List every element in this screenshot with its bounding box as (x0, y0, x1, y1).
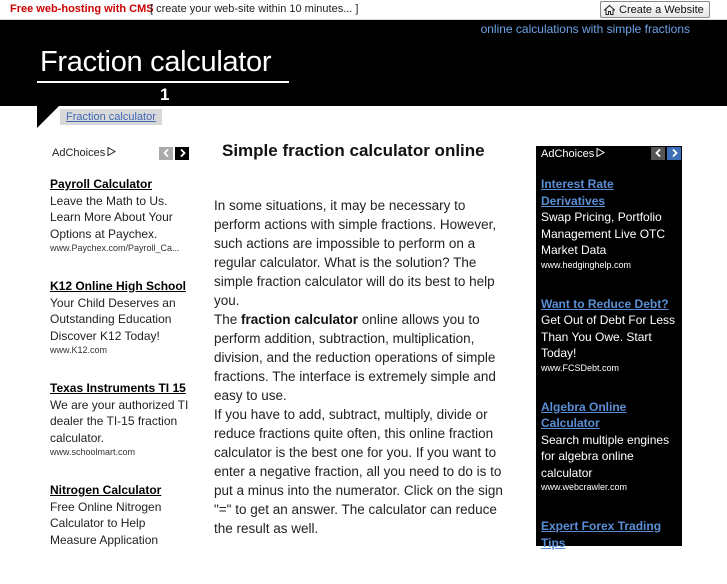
ad-item[interactable] (48, 176, 191, 254)
ad-url[interactable]: www.Paychex.com/Payroll_Ca... (50, 243, 180, 253)
ad-item[interactable] (536, 176, 682, 271)
site-tagline: online calculations with simple fractions (480, 22, 690, 36)
left-ad-column (48, 146, 191, 548)
article-body (214, 196, 514, 538)
ad-title[interactable]: Want to Reduce Debt? (541, 296, 669, 311)
hosting-slogan: [ create your web-site within 10 minutes... ] (150, 3, 359, 15)
ad-url[interactable]: www.schoolmart.com (50, 447, 136, 457)
page-number: 1 (160, 85, 170, 104)
create-website-button[interactable] (600, 1, 710, 18)
chevron-right-icon (179, 148, 186, 160)
paragraph-text: online allows you to perform addition, subtraction, multiplication, division, and the reduction operations of simple fractions. The interface is extremely simple and easy to use. (214, 312, 496, 403)
hosting-bar (0, 0, 727, 20)
article-paragraph (214, 310, 514, 405)
breadcrumb-link[interactable]: Fraction calculator (66, 111, 156, 123)
ad-item[interactable] (48, 278, 191, 356)
adchoices-label: AdChoices (541, 148, 595, 160)
right-ad-column (536, 146, 682, 583)
ad-text: Make More Money Forex Trading! Compare Top (541, 552, 675, 583)
ad-title[interactable]: Texas Instruments TI 15 (50, 381, 186, 395)
paragraph-text: The (214, 312, 242, 327)
ad-next-button[interactable] (175, 147, 189, 160)
ad-text: Search multiple engines for algebra online calculator (541, 432, 670, 480)
ad-url[interactable]: www.hedginghelp.com (541, 259, 632, 270)
article-paragraph: In some situations, it may be necessary to perform actions with simple fractions. However, such actions are impossible to perform on a regular calculator. What is the solution? The simple fraction calculator will do its best to help you. (214, 198, 497, 308)
ad-item[interactable] (536, 518, 682, 584)
ad-item[interactable] (48, 380, 191, 458)
home-icon (604, 5, 615, 15)
ad-title[interactable]: Payroll Calculator (50, 177, 153, 191)
ad-text: Leave the Math to Us. Learn More About Your Options at Paychex. (50, 193, 173, 241)
ad-title[interactable]: K12 Online High School (50, 279, 187, 293)
ad-item[interactable] (48, 482, 191, 548)
ad-item[interactable] (536, 296, 682, 374)
adchoices-label: AdChoices (52, 147, 106, 159)
main-content (214, 140, 514, 538)
hosting-brand-link[interactable]: Free web-hosting with CMS (10, 3, 154, 15)
ad-title[interactable]: Interest Rate Derivatives (541, 177, 614, 208)
ad-text: Get Out of Debt For Less Than You Owe. Start Today! (541, 313, 676, 360)
right-adchoices[interactable] (536, 146, 682, 162)
create-website-label: Create a Website (619, 3, 704, 16)
ad-text: We are your authorized TI dealer the TI-15 fraction calculator. (50, 397, 189, 445)
breadcrumb (60, 109, 162, 125)
article-paragraph: If you have to add, subtract, multiply, divide or reduce fractions quite often, this online fraction calculator is the best one for you. If you want to enter a negative fraction, all you need to do is to put a minus into the numerator. Click on the sign "=" to get an answer. The calculator can reduce the result as well. (214, 407, 503, 536)
ad-url[interactable]: www.FCSDebt.com (541, 362, 620, 373)
adchoices-icon (596, 148, 605, 160)
title-underline (37, 81, 289, 83)
chevron-left-icon (655, 148, 662, 160)
bold-keyword: fraction calculator (241, 312, 359, 327)
page-title: Simple fraction calculator online (222, 141, 485, 160)
ad-prev-button[interactable] (159, 147, 173, 160)
ad-text: Swap Pricing, Portfolio Management Live OTC Market Data (541, 210, 666, 257)
ad-next-button[interactable] (667, 147, 681, 160)
ad-url[interactable]: www.K12.com (50, 345, 108, 355)
site-header (0, 20, 727, 106)
ad-text: Free Online Nitrogen Calculator to Help Measure Application (50, 499, 162, 547)
header-notch (37, 106, 59, 128)
ad-title[interactable]: Nitrogen Calculator (50, 483, 162, 497)
ad-title[interactable]: Expert Forex Trading Tips (541, 519, 662, 550)
site-title[interactable]: Fraction calculator (40, 46, 272, 78)
chevron-left-icon (163, 148, 170, 160)
ad-prev-button[interactable] (651, 147, 665, 160)
ad-url[interactable]: www.webcrawler.com (541, 482, 628, 492)
ad-text: Your Child Deserves an Outstanding Education Discover K12 Today! (50, 295, 176, 343)
chevron-right-icon (671, 148, 678, 160)
adchoices-icon (107, 147, 116, 159)
left-adchoices[interactable] (48, 146, 191, 160)
ad-title[interactable]: Algebra Online Calculator (541, 399, 627, 430)
ad-item[interactable] (536, 399, 682, 494)
